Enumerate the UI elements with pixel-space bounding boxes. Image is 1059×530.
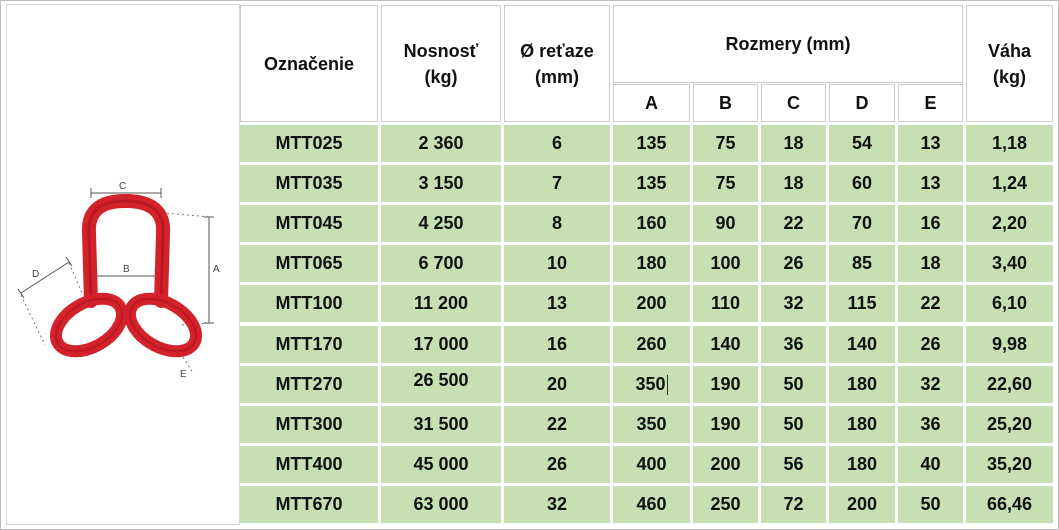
cell-capacity-value: 45 000 xyxy=(413,454,469,474)
cell-dim-b xyxy=(693,366,758,403)
cell-dim-e xyxy=(898,245,963,282)
cell-dim-c xyxy=(761,446,826,483)
header-chain-diameter-label: Ø reťaze (mm) xyxy=(520,40,594,87)
cell-capacity-value: 26 500 xyxy=(413,370,469,390)
cell-dim-c xyxy=(761,326,826,363)
cell-dim-b-value: 190 xyxy=(710,414,741,434)
cell-dim-d-value: 200 xyxy=(846,494,878,514)
cell-weight xyxy=(966,326,1053,363)
cell-dim-a xyxy=(613,326,690,363)
cell-dim-e-value: 13 xyxy=(920,133,941,153)
product-image-cell xyxy=(6,4,240,525)
cell-chain-diameter-value: 22 xyxy=(546,414,568,434)
cell-dim-d xyxy=(829,245,895,282)
cell-dim-b-value: 140 xyxy=(710,334,741,354)
cell-capacity xyxy=(381,205,501,242)
cell-weight-value: 66,46 xyxy=(986,494,1033,514)
header-dimensions-label: Rozmery (mm) xyxy=(725,34,851,54)
cell-chain-diameter xyxy=(504,486,610,523)
cell-capacity xyxy=(381,406,501,443)
cell-chain-diameter-value: 6 xyxy=(551,133,562,153)
cell-dim-a-value: 400 xyxy=(636,454,667,474)
cell-dim-e-value: 16 xyxy=(920,213,941,233)
cell-dim-d xyxy=(829,486,895,523)
cell-dim-c-value: 72 xyxy=(783,494,804,514)
cell-dim-b xyxy=(693,125,758,162)
cell-weight xyxy=(966,406,1053,443)
cell-dim-e xyxy=(898,125,963,162)
cell-capacity-value: 6 700 xyxy=(418,253,464,273)
cell-weight xyxy=(966,165,1053,202)
header-dim-d-label: D xyxy=(855,93,869,113)
cell-dim-d-value: 140 xyxy=(846,334,878,354)
cell-dim-c-value: 32 xyxy=(783,293,804,313)
cell-dim-a-value: 460 xyxy=(636,494,667,514)
cell-dim-b-value: 90 xyxy=(715,213,736,233)
cell-dim-c xyxy=(761,205,826,242)
cell-chain-diameter-value: 26 xyxy=(546,454,568,474)
dim-label-c: C xyxy=(119,181,127,192)
cell-weight xyxy=(966,366,1053,403)
cell-chain-diameter xyxy=(504,245,610,282)
cell-dim-e-value: 36 xyxy=(920,414,941,434)
cell-dim-c-value: 56 xyxy=(783,454,804,474)
cell-weight xyxy=(966,205,1053,242)
cell-dim-d xyxy=(829,285,895,322)
cell-dim-e-value: 40 xyxy=(920,454,941,474)
header-dim-e-label: E xyxy=(924,93,937,113)
header-weight-label: Váha (kg) xyxy=(987,40,1032,87)
cell-capacity xyxy=(381,486,501,523)
cell-capacity-value: 11 200 xyxy=(413,293,469,313)
cell-designation-value: MTT170 xyxy=(275,334,343,354)
cell-dim-c xyxy=(761,406,826,443)
cell-chain-diameter xyxy=(504,125,610,162)
cell-dim-d-value: 115 xyxy=(847,293,877,313)
cell-chain-diameter xyxy=(504,406,610,443)
cell-capacity xyxy=(381,165,501,202)
cell-designation xyxy=(240,366,378,403)
cell-dim-e xyxy=(898,165,963,202)
cell-capacity-value: 2 360 xyxy=(418,133,464,153)
cell-dim-c xyxy=(761,245,826,282)
cell-dim-a-value: 135 xyxy=(636,173,667,193)
dim-label-a: A xyxy=(213,264,220,275)
cell-dim-e-value: 50 xyxy=(920,494,941,514)
cell-designation-value: MTT270 xyxy=(275,374,343,394)
cell-dim-a xyxy=(613,446,690,483)
header-dim-a-label: A xyxy=(645,93,658,113)
header-dim-a xyxy=(613,84,690,122)
cell-weight xyxy=(966,486,1053,523)
cell-designation-value: MTT035 xyxy=(275,173,343,193)
cell-chain-diameter-value: 13 xyxy=(546,293,568,313)
cell-chain-diameter-value: 7 xyxy=(551,173,562,193)
cell-dim-e xyxy=(898,366,963,403)
cell-capacity xyxy=(381,125,501,162)
cell-dim-e-value: 26 xyxy=(920,334,941,354)
header-capacity-label: Nosnosť (kg) xyxy=(403,40,479,87)
cell-designation xyxy=(240,205,378,242)
cell-designation-value: MTT400 xyxy=(275,454,343,474)
cell-weight-value: 35,20 xyxy=(986,454,1033,474)
cell-dim-d xyxy=(829,205,895,242)
cell-chain-diameter xyxy=(504,165,610,202)
cell-capacity-value: 63 000 xyxy=(413,494,469,514)
cell-dim-d-value: 85 xyxy=(851,253,873,273)
cell-designation xyxy=(240,406,378,443)
cell-weight xyxy=(966,446,1053,483)
dim-label-b: B xyxy=(123,264,130,275)
cell-dim-c-value: 50 xyxy=(783,374,804,394)
cell-dim-b xyxy=(693,285,758,322)
cell-weight-value: 6,10 xyxy=(991,293,1028,313)
cell-designation-value: MTT065 xyxy=(275,253,343,273)
cell-dim-b xyxy=(693,205,758,242)
cell-designation xyxy=(240,125,378,162)
cell-dim-a xyxy=(613,165,690,202)
cell-dim-d xyxy=(829,406,895,443)
cell-dim-a xyxy=(613,205,690,242)
cell-dim-d xyxy=(829,165,895,202)
cell-dim-d-value: 180 xyxy=(846,454,878,474)
cell-dim-c xyxy=(761,165,826,202)
cell-dim-d-value: 60 xyxy=(851,173,873,193)
cell-capacity xyxy=(381,326,501,363)
cell-dim-c-value: 18 xyxy=(783,133,804,153)
dim-label-d: D xyxy=(32,269,40,280)
cell-designation xyxy=(240,245,378,282)
cell-dim-e-value: 22 xyxy=(920,293,941,313)
cell-dim-a-value: 200 xyxy=(636,293,667,313)
text-cursor xyxy=(667,375,668,395)
cell-chain-diameter xyxy=(504,446,610,483)
cell-dim-c xyxy=(761,125,826,162)
cell-weight xyxy=(966,125,1053,162)
header-designation-label: Označenie xyxy=(263,53,355,74)
cell-designation-value: MTT300 xyxy=(275,414,343,434)
cell-designation-value: MTT670 xyxy=(275,494,343,514)
cell-weight xyxy=(966,285,1053,322)
cell-capacity xyxy=(381,245,501,282)
cell-dim-e-value: 32 xyxy=(920,374,941,394)
cell-dim-e xyxy=(898,285,963,322)
cell-dim-e xyxy=(898,486,963,523)
cell-dim-d xyxy=(829,125,895,162)
cell-chain-diameter xyxy=(504,326,610,363)
cell-dim-b-value: 75 xyxy=(715,133,736,153)
cell-capacity xyxy=(381,285,501,322)
cell-weight-value: 1,18 xyxy=(991,133,1028,153)
cell-dim-b xyxy=(693,245,758,282)
header-weight xyxy=(966,5,1053,122)
cell-dim-b-value: 100 xyxy=(710,253,741,273)
cell-capacity-value: 17 000 xyxy=(413,334,469,354)
cell-chain-diameter xyxy=(504,366,610,403)
cell-designation xyxy=(240,326,378,363)
cell-designation-value: MTT045 xyxy=(275,213,343,233)
cell-dim-d-value: 180 xyxy=(846,374,878,394)
cell-dim-e-value: 13 xyxy=(920,173,941,193)
cell-dim-a xyxy=(613,285,690,322)
cell-dim-b-value: 200 xyxy=(710,454,741,474)
cell-dim-a-value: 135 xyxy=(636,133,667,153)
header-dim-b-label: B xyxy=(719,93,732,113)
cell-weight-value: 22,60 xyxy=(986,374,1033,394)
cell-dim-a-value: 350 xyxy=(636,414,667,434)
cell-dim-c xyxy=(761,486,826,523)
cell-dim-a xyxy=(613,406,690,443)
cell-dim-c xyxy=(761,366,826,403)
cell-capacity xyxy=(381,366,501,403)
cell-dim-d xyxy=(829,326,895,363)
cell-weight-value: 25,20 xyxy=(986,414,1033,434)
cell-dim-c-value: 50 xyxy=(783,414,804,434)
cell-dim-c xyxy=(761,285,826,322)
cell-weight-value: 3,40 xyxy=(991,253,1028,273)
cell-chain-diameter xyxy=(504,285,610,322)
cell-capacity-value: 31 500 xyxy=(413,414,469,434)
cell-dim-b-value: 250 xyxy=(710,494,741,514)
header-dimensions xyxy=(613,5,963,83)
cell-capacity xyxy=(381,446,501,483)
header-dim-b xyxy=(693,84,758,122)
cell-designation xyxy=(240,285,378,322)
header-dim-c xyxy=(761,84,826,122)
cell-dim-b-value: 190 xyxy=(710,374,741,394)
header-capacity xyxy=(381,5,501,122)
dim-label-e: E xyxy=(180,369,187,380)
cell-dim-d-value: 180 xyxy=(846,414,878,434)
cell-dim-b xyxy=(693,406,758,443)
cell-chain-diameter-value: 32 xyxy=(546,494,568,514)
master-link-assembly-icon xyxy=(7,5,239,524)
cell-dim-d-value: 70 xyxy=(851,213,873,233)
cell-dim-b-value: 75 xyxy=(715,173,736,193)
header-dim-d xyxy=(829,84,895,122)
cell-chain-diameter-value: 20 xyxy=(546,374,568,394)
cell-designation xyxy=(240,486,378,523)
header-chain-diameter xyxy=(504,5,610,122)
cell-dim-a-value: 350 xyxy=(635,374,666,394)
cell-dim-a-value: 260 xyxy=(636,334,667,354)
cell-dim-a xyxy=(613,125,690,162)
cell-weight-value: 9,98 xyxy=(991,334,1028,354)
cell-dim-a xyxy=(613,486,690,523)
cell-capacity-value: 3 150 xyxy=(418,173,464,193)
cell-dim-e xyxy=(898,406,963,443)
cell-dim-a xyxy=(613,245,690,282)
cell-dim-d-value: 54 xyxy=(851,133,873,153)
cell-dim-a xyxy=(613,366,690,403)
cell-weight-value: 1,24 xyxy=(991,173,1028,193)
cell-designation xyxy=(240,446,378,483)
cell-weight xyxy=(966,245,1053,282)
header-dim-e xyxy=(898,84,963,122)
cell-dim-c-value: 36 xyxy=(783,334,804,354)
cell-dim-e xyxy=(898,326,963,363)
header-designation xyxy=(240,5,378,122)
cell-dim-e xyxy=(898,446,963,483)
cell-chain-diameter-value: 8 xyxy=(551,213,562,233)
cell-designation xyxy=(240,165,378,202)
cell-capacity-value: 4 250 xyxy=(418,213,464,233)
cell-dim-c-value: 18 xyxy=(783,173,804,193)
cell-designation-value: MTT025 xyxy=(275,133,343,153)
cell-dim-e-value: 18 xyxy=(920,253,941,273)
cell-dim-d xyxy=(829,366,895,403)
cell-designation-value: MTT100 xyxy=(275,293,343,313)
cell-dim-b-value: 110 xyxy=(710,293,741,313)
cell-dim-b xyxy=(693,165,758,202)
cell-weight-value: 2,20 xyxy=(991,213,1028,233)
cell-dim-b xyxy=(693,486,758,523)
cell-dim-d xyxy=(829,446,895,483)
cell-chain-diameter xyxy=(504,205,610,242)
cell-dim-c-value: 26 xyxy=(783,253,804,273)
header-dim-c-label: C xyxy=(787,93,800,113)
cell-chain-diameter-value: 10 xyxy=(546,253,568,273)
cell-dim-b xyxy=(693,446,758,483)
cell-dim-b xyxy=(693,326,758,363)
cell-dim-a-value: 180 xyxy=(636,253,667,273)
cell-dim-a-value: 160 xyxy=(636,213,667,233)
cell-dim-e xyxy=(898,205,963,242)
cell-dim-c-value: 22 xyxy=(783,213,804,233)
cell-chain-diameter-value: 16 xyxy=(546,334,568,354)
